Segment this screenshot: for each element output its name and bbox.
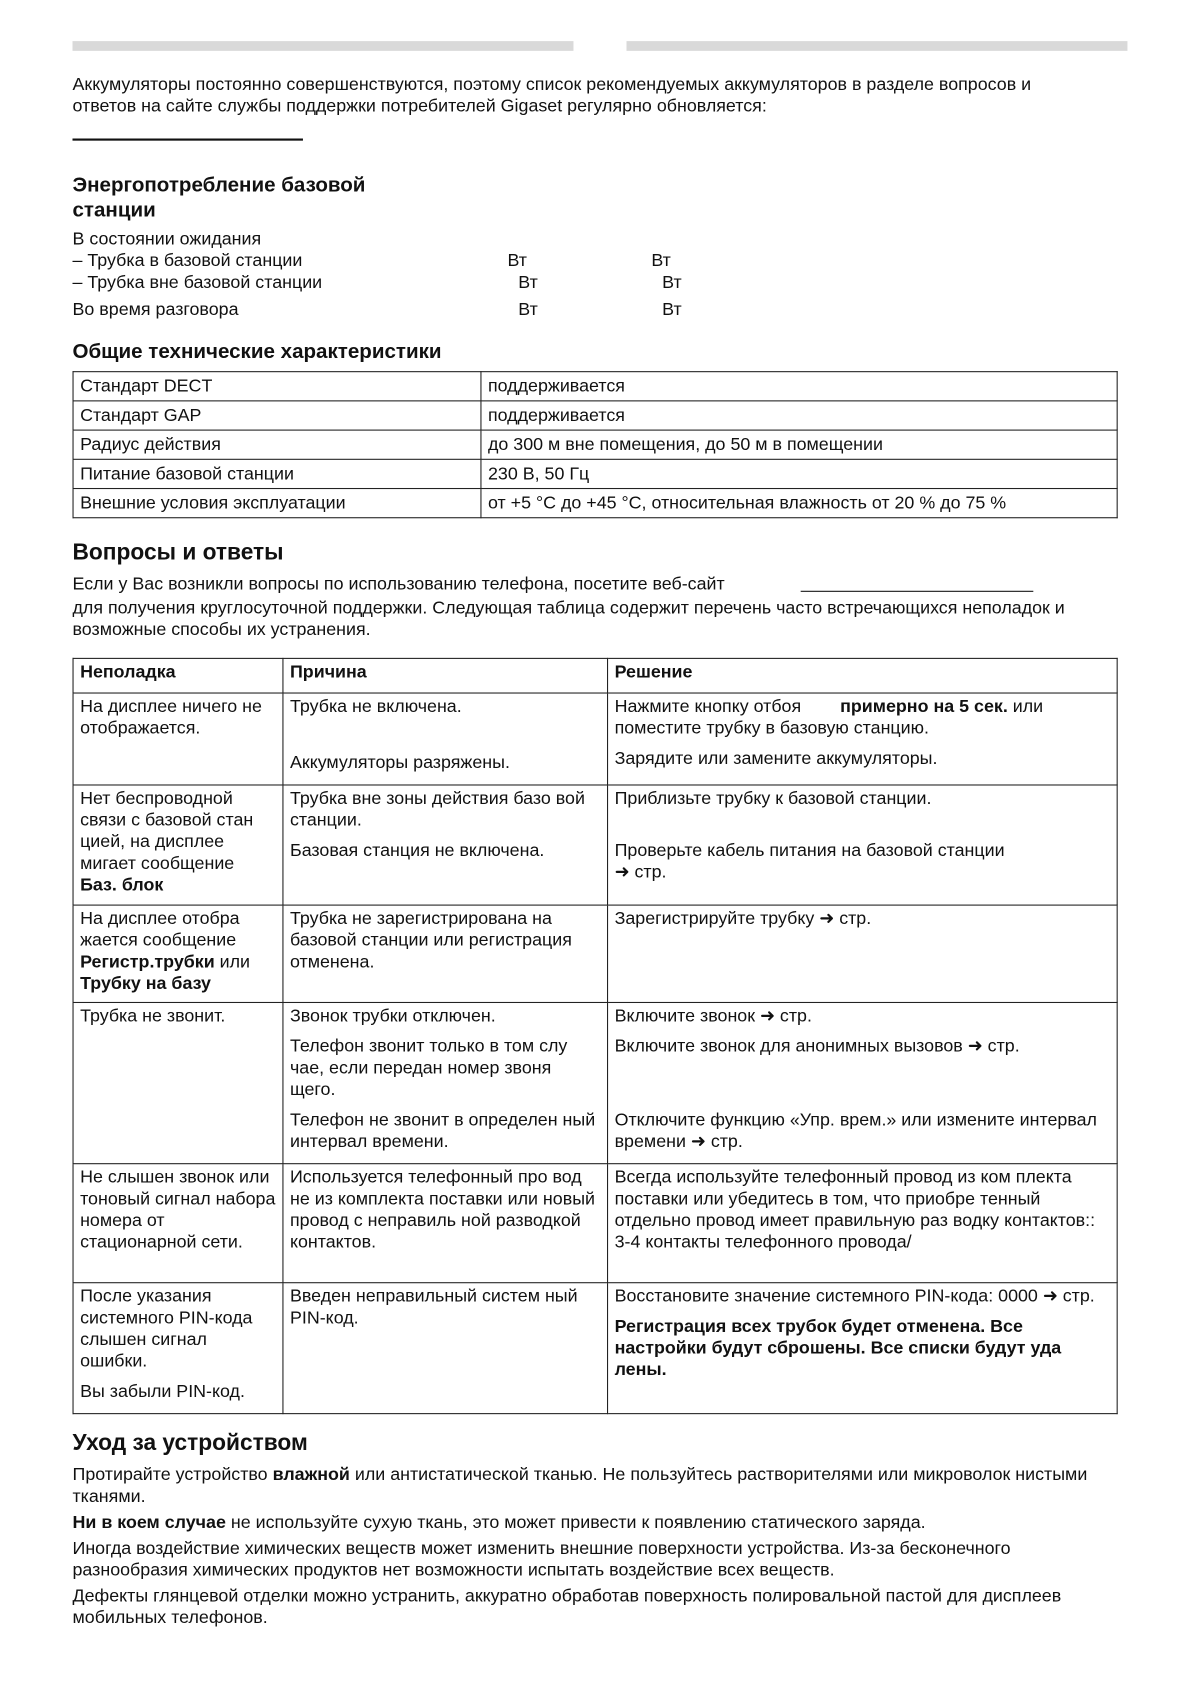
spec-value: от +5 °C до +45 °C, относительная влажность от 20 % до 75 % [481,489,1117,518]
table-row [73,1283,1117,1414]
power-title: Энергопотребление базовой станции [72,174,366,222]
care-text: Дефекты глянцевой отделки можно устранить, аккуратно обработав поверхность полировальной пастой для дисплеев мобильных телефонов. [72,1586,1062,1628]
problem: Нет беспроводной связи с базовой стан цией, на дисплее мигает сообщение [80,788,254,874]
solution: Отключите функцию «Упр. врем.» или измените интервал времени ➜ стр. [614,1110,1097,1152]
link-underline[interactable] [72,138,302,140]
power-unit: Вт [662,272,682,293]
display-message: Трубку на базу [80,973,211,994]
solution: Включите звонок ➜ стр. [614,1006,812,1026]
problem: После указания системного PIN-кода слышен сигнал ошибки. [80,1286,253,1371]
display-message: Регистр.трубки [80,952,215,972]
faq-text: Если у Вас возникли вопросы по использованию телефона, посетите веб-сайт [72,574,725,595]
table-row [73,693,1117,785]
cause: Телефон звонит только в том слу чае, если передан номер звоня щего. [289,1036,568,1100]
table-row [73,459,1117,488]
care-text: не используйте сухую ткань, это может привести к появлению статического заряда. [225,1512,926,1533]
header-bar-right [626,41,1127,51]
care-bold: Ни в коем случае [72,1512,226,1533]
cause: Звонок трубки отключен. [289,1006,496,1026]
table-row [73,785,1117,905]
cause: Телефон не звонит в определен ный интервал времени. [289,1110,596,1152]
power-unit: Вт [662,299,682,320]
spec-name: Питание базовой станции [73,459,481,488]
care-text: Протирайте устройство [72,1465,273,1485]
problem: На дисплее отобра жается сообщение [80,908,240,950]
spec-value: поддерживается [481,401,1117,430]
problem: Трубка не звонит. [73,1002,283,1163]
solution-bold: примерно на 5 сек. [840,696,1008,717]
spec-value: поддерживается [481,372,1117,401]
table-row [73,372,1117,401]
specs-title: Общие технические характеристики [72,340,442,364]
spec-name: Радиус действия [73,430,481,459]
cause: Трубка не включена. [289,696,462,717]
solution: Зарядите или замените аккумуляторы. [614,748,938,769]
solution: Проверьте кабель питания на базовой станции [614,840,1005,861]
solution: Приблизьте трубку к базовой станции. [614,788,932,809]
solution: Всегда используйте телефонный провод из ком плекта поставки или убедитесь в том, что приобре тенный отдельно провод имеет правильную раз водку контактов:: 3-4 контакты телефонного провода/ [608,1164,1118,1283]
cause: Трубка не зарегистрирована на базовой станции или регистрация отменена. [283,905,608,1002]
power-unit: Вт [518,299,538,320]
header-cause: Причина [283,658,608,693]
faq-title: Вопросы и ответы [72,539,284,565]
solution: или поместите трубку в базовую станцию. [614,696,1044,738]
problem: На дисплее ничего не отображается. [73,693,283,785]
cause: Введен неправильный систем ный PIN-код. [283,1283,608,1414]
power-row-label: – Трубка в базовой станции [72,251,303,271]
faq-text: для получения круглосуточной поддержки. Следующая таблица содержит перечень часто встречающихся неполадок и возможные способы их устранения. [72,598,1065,640]
solution-warning: Регистрация всех трубок будет отменена. Все настройки будут сброшены. Все списки будут уда лены. [614,1316,1062,1380]
table-row [73,1164,1117,1283]
solution: Зарегистрируйте трубку ➜ стр. [608,905,1118,1002]
website-link-blank[interactable] [801,591,1034,592]
cause: Аккумуляторы разряжены. [289,753,510,773]
power-unit: Вт [507,251,527,271]
solution: Включите звонок для анонимных вызовов ➜ стр. [614,1036,1020,1057]
specs-table [72,371,1117,518]
problem: Не слышен звонок или тоновый сигнал набора номера от стационарной сети. [73,1164,283,1283]
spec-name: Стандарт GAP [73,401,481,430]
power-unit: Вт [518,272,538,293]
cause: Используется телефонный про вод не из комплекта поставки или новый провод с неправиль ной разводкой контактов. [283,1164,608,1283]
problem: или [214,952,251,972]
spec-name: Внешние условия эксплуатации [73,489,481,518]
power-row-label: – Трубка вне базовой станции [72,272,323,293]
solution: Восстановите значение системного PIN-кода: 0000 ➜ стр. [614,1286,1095,1306]
faq-table [72,658,1117,1414]
care-text [72,1464,1127,1628]
table-header-row [73,658,1117,693]
spec-value: 230 В, 50 Гц [481,459,1117,488]
table-row [73,430,1117,459]
table-row [73,489,1117,518]
table-row [73,905,1117,1002]
solution: Нажмите кнопку отбоя [614,696,802,717]
intro-text: Аккумуляторы постоянно совершенствуются, поэтому список рекомендуемых аккумуляторов в разделе вопросов и ответов на сайте службы поддержки потребителей Gigaset регулярно обновляется: [72,74,1032,116]
table-row [73,401,1117,430]
care-title: Уход за устройством [72,1430,308,1456]
cause: Базовая станция не включена. [289,840,545,861]
power-standby: В состоянии ожидания [72,229,262,249]
power-row-label: Во время разговора [72,299,239,320]
spec-name: Стандарт DECT [73,372,481,401]
page-reference: ➜ стр. [614,862,667,882]
header-problem: Неполадка [73,658,283,693]
care-bold: влажной [272,1465,350,1485]
care-text: Иногда воздействие химических веществ может изменить внешние поверхности устройства. Из-за бесконечного разнообразия химических продуктов нет возможности испытать воздействие всех веществ. [72,1538,1011,1580]
spec-value: до 300 м вне помещения, до 50 м в помещении [481,430,1117,459]
power-unit: Вт [651,251,671,271]
cause: Трубка вне зоны действия базо вой станции. [289,788,585,830]
header-bar-left [72,41,573,51]
display-message: Баз. блок [80,875,164,895]
problem: Вы забыли PIN-код. [80,1381,245,1402]
table-row [73,1002,1117,1163]
header-solution: Решение [608,658,1118,693]
care-text: или антистатической тканью. Не пользуйтесь растворителями или микроволок нистыми тканями. [72,1465,1088,1507]
